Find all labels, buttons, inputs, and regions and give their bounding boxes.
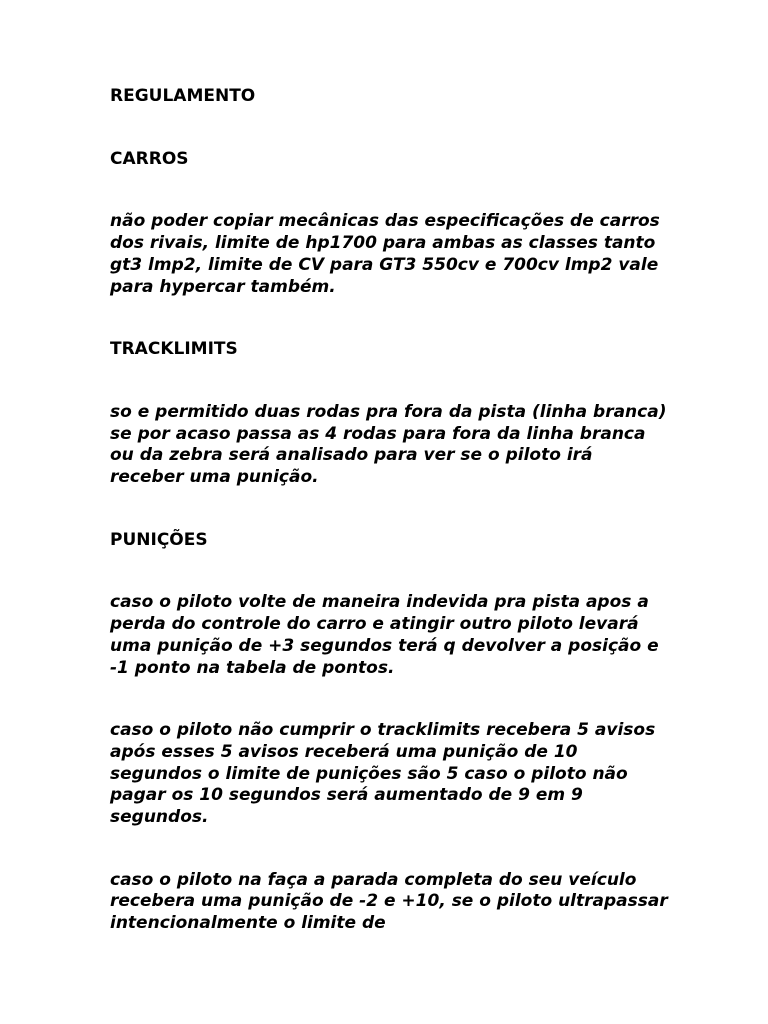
section-paragraph: caso o piloto não cumprir o tracklimits recebera 5 avisos após esses 5 avisos receberá uma punição de 10 segundos o limite de punições são 5 caso o piloto não pagar os 10 segundos será aumentado de 9 em 9 segundos. (110, 720, 656, 828)
section-heading-tracklimits: TRACKLIMITS (110, 339, 238, 360)
section-heading-punicoes: PUNIÇÕES (110, 529, 208, 550)
section-heading-carros: CARROS (110, 148, 189, 169)
section-paragraph: não poder copiar mecânicas das especificações de carros dos rivais, limite de hp1700 para ambas as classes tanto gt3 lmp2, limite de CV para GT3 550cv e 700cv lmp2 vale para hypercar também. (110, 211, 660, 297)
document-title: REGULAMENTO (110, 86, 256, 106)
section-paragraph: caso o piloto na faça a parada completa do seu veículo recebera uma punição de -2 e +10, se o piloto ultrapassar intencionalmente o limite de (110, 869, 668, 934)
section-paragraph: caso o piloto volte de maneira indevida pra pista apos a perda do controle do carro e atingir outro piloto levará uma punição de +3 segundos terá q devolver a posição e -1 ponto na tabela de pontos. (110, 592, 659, 678)
section-paragraph: so e permitido duas rodas pra fora da pista (linha branca) se por acaso passa as 4 rodas para fora da linha branca ou da zebra será analisado para ver se o piloto irá receber uma punição. (110, 401, 667, 488)
document-page (110, 86, 670, 935)
